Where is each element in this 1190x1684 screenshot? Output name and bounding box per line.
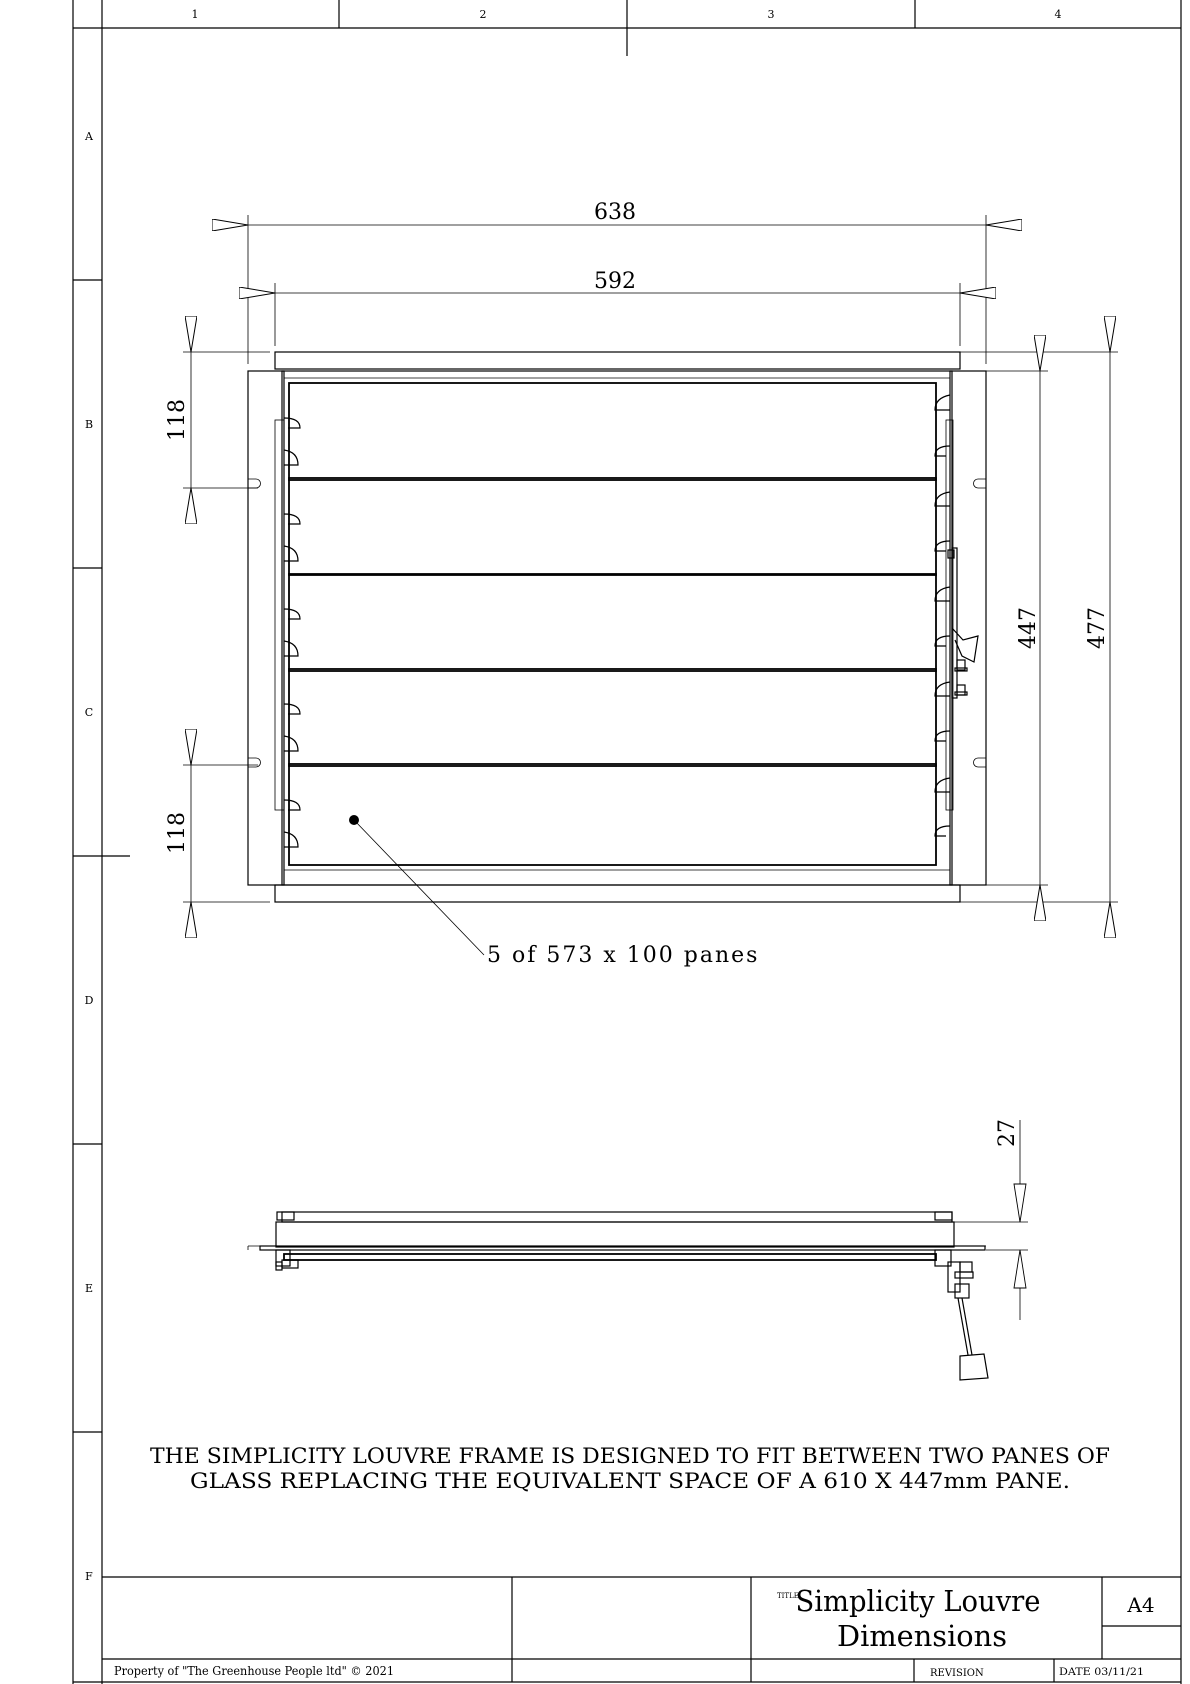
dimension-27: 27 bbox=[995, 1119, 1020, 1147]
dimension-592: 592 bbox=[594, 269, 636, 294]
pane-callout: 5 of 573 x 100 panes bbox=[487, 943, 760, 968]
row-label-e: E bbox=[84, 1282, 94, 1295]
drawing-title-line-2: Dimensions bbox=[837, 1619, 1007, 1653]
row-label-c: C bbox=[84, 706, 94, 719]
louvre-section-view bbox=[248, 1120, 1028, 1380]
drawing-date: DATE 03/11/21 bbox=[1059, 1667, 1144, 1678]
row-label-f: F bbox=[85, 1570, 93, 1583]
row-label-b: B bbox=[84, 418, 94, 431]
column-label-4: 4 bbox=[1054, 8, 1062, 21]
design-note-line-1: THE SIMPLICITY LOUVRE FRAME IS DESIGNED TO FIT BETWEEN TWO PANES OF bbox=[150, 1444, 1110, 1468]
right-clips bbox=[935, 395, 950, 836]
dimension-118-bottom: 118 bbox=[165, 812, 190, 854]
dimension-lines bbox=[183, 215, 1118, 902]
handle-assembly bbox=[948, 548, 978, 698]
sheet-size: A4 bbox=[1127, 1593, 1155, 1617]
left-clips bbox=[284, 418, 300, 847]
dimension-477: 477 bbox=[1085, 607, 1110, 649]
design-note-line-2: GLASS REPLACING THE EQUIVALENT SPACE OF A 610 X 447mm PANE. bbox=[190, 1469, 1070, 1493]
property-notice: Property of "The Greenhouse People ltd" © 2021 bbox=[114, 1664, 394, 1678]
dimension-447: 447 bbox=[1016, 607, 1041, 649]
row-label-a: A bbox=[85, 130, 93, 143]
column-label-1: 1 bbox=[191, 8, 199, 21]
column-label-2: 2 bbox=[479, 8, 487, 21]
title-label: TITLE: bbox=[777, 1592, 802, 1600]
dimension-118-top: 118 bbox=[165, 399, 190, 441]
sheet-border bbox=[73, 0, 1181, 1684]
louvre-front-view bbox=[248, 352, 986, 955]
callout-leader bbox=[354, 820, 484, 955]
drawing-title-line-1: Simplicity Louvre bbox=[795, 1584, 1041, 1618]
column-label-3: 3 bbox=[767, 8, 775, 21]
revision-label: REVISION bbox=[930, 1668, 984, 1679]
row-label-d: D bbox=[84, 994, 94, 1007]
dimension-638: 638 bbox=[594, 200, 636, 225]
